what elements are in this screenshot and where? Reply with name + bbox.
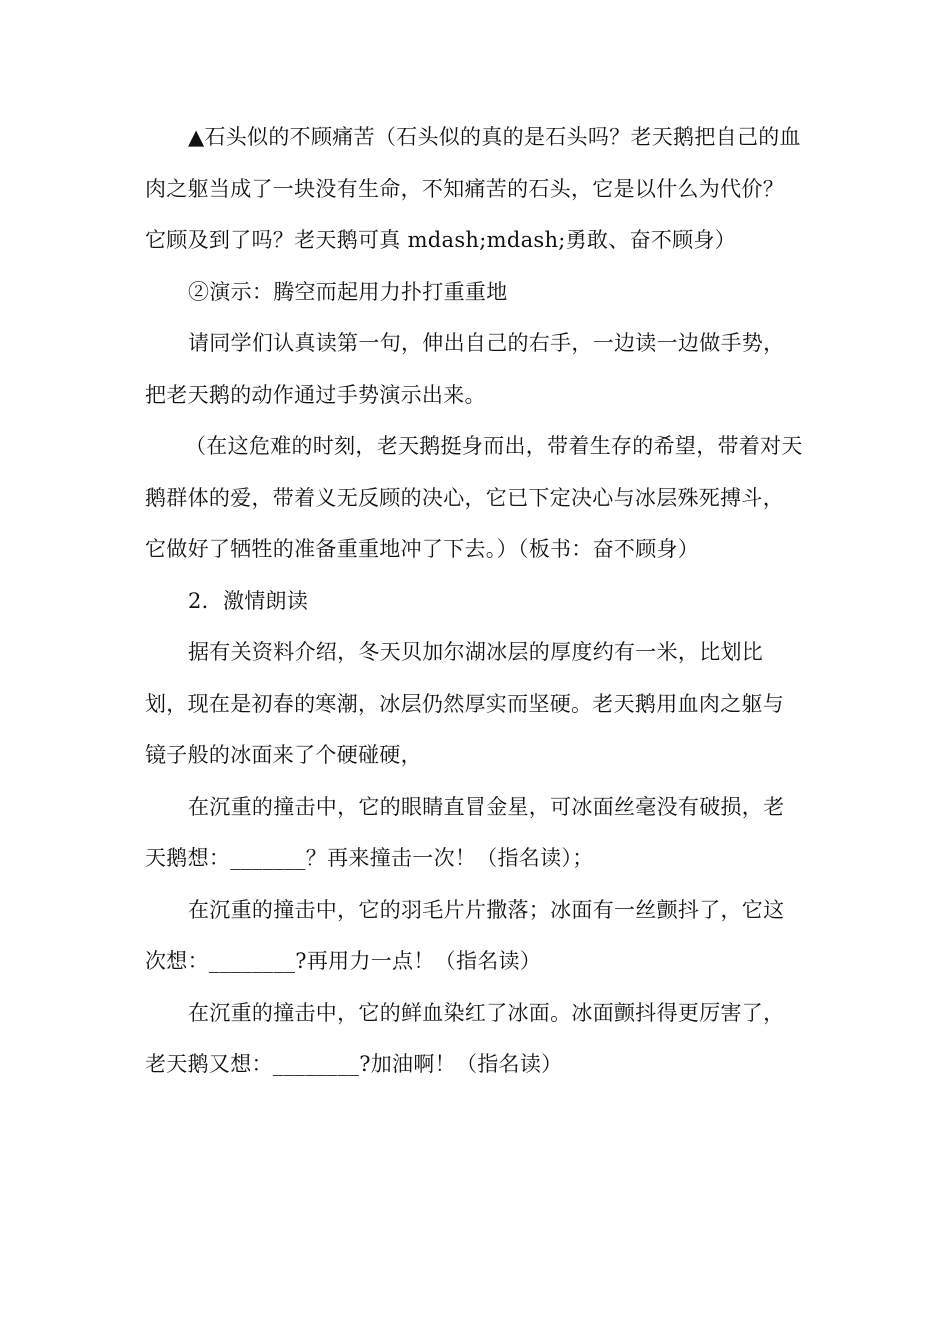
paragraph-reading-heading: 2．激情朗读 [188, 588, 309, 613]
paragraph-demo-heading: ②演示：腾空而起用力扑打重重地 [188, 279, 508, 304]
paragraph-first-impact: 在沉重的撞击中，它的眼睛直冒金星，可冰面丝毫没有破损，老天鹅想：_______？再来撞击一次！（指名读）； [145, 794, 785, 870]
paragraph-gesture-instruction: 请同学们认真读第一句，伸出自己的右手，一边读一边做手势，把老天鹅的动作通过手势演示出来。 [145, 331, 785, 407]
paragraph-third-impact: 在沉重的撞击中，它的鲜血染红了冰面。冰面颤抖得更厉害了，老天鹅又想：________?加油啊！（指名读） [145, 1000, 785, 1076]
document-page [145, 112, 805, 1091]
paragraph-second-impact: 在沉重的撞击中，它的羽毛片片撒落；冰面有一丝颤抖了，它这次想：________?再用力一点！（指名读） [145, 897, 785, 973]
paragraph-stone-like: ▲石头似的不顾痛苦（石头似的真的是石头吗？老天鹅把自己的血肉之躯当成了一块没有生命，不知痛苦的石头，它是以什么为代价？它顾及到了吗？老天鹅可真 mdash;mdash;勇敢、奋不顾身） [145, 125, 801, 252]
paragraph-ice-thickness: 据有关资料介绍，冬天贝加尔湖冰层的厚度约有一米，比划比划，现在是初春的寒潮，冰层仍然厚实而坚硬。老天鹅用血肉之躯与镜子般的冰面来了个硬碰硬， [145, 640, 784, 767]
paragraph-crisis-moment: （在这危难的时刻，老天鹅挺身而出，带着生存的希望，带着对天鹅群体的爱，带着义无反顾的决心，它已下定决心与冰层殊死搏斗，它做好了牺牲的准备重重地冲了下去。）（板书：奋不顾身） [145, 434, 803, 561]
